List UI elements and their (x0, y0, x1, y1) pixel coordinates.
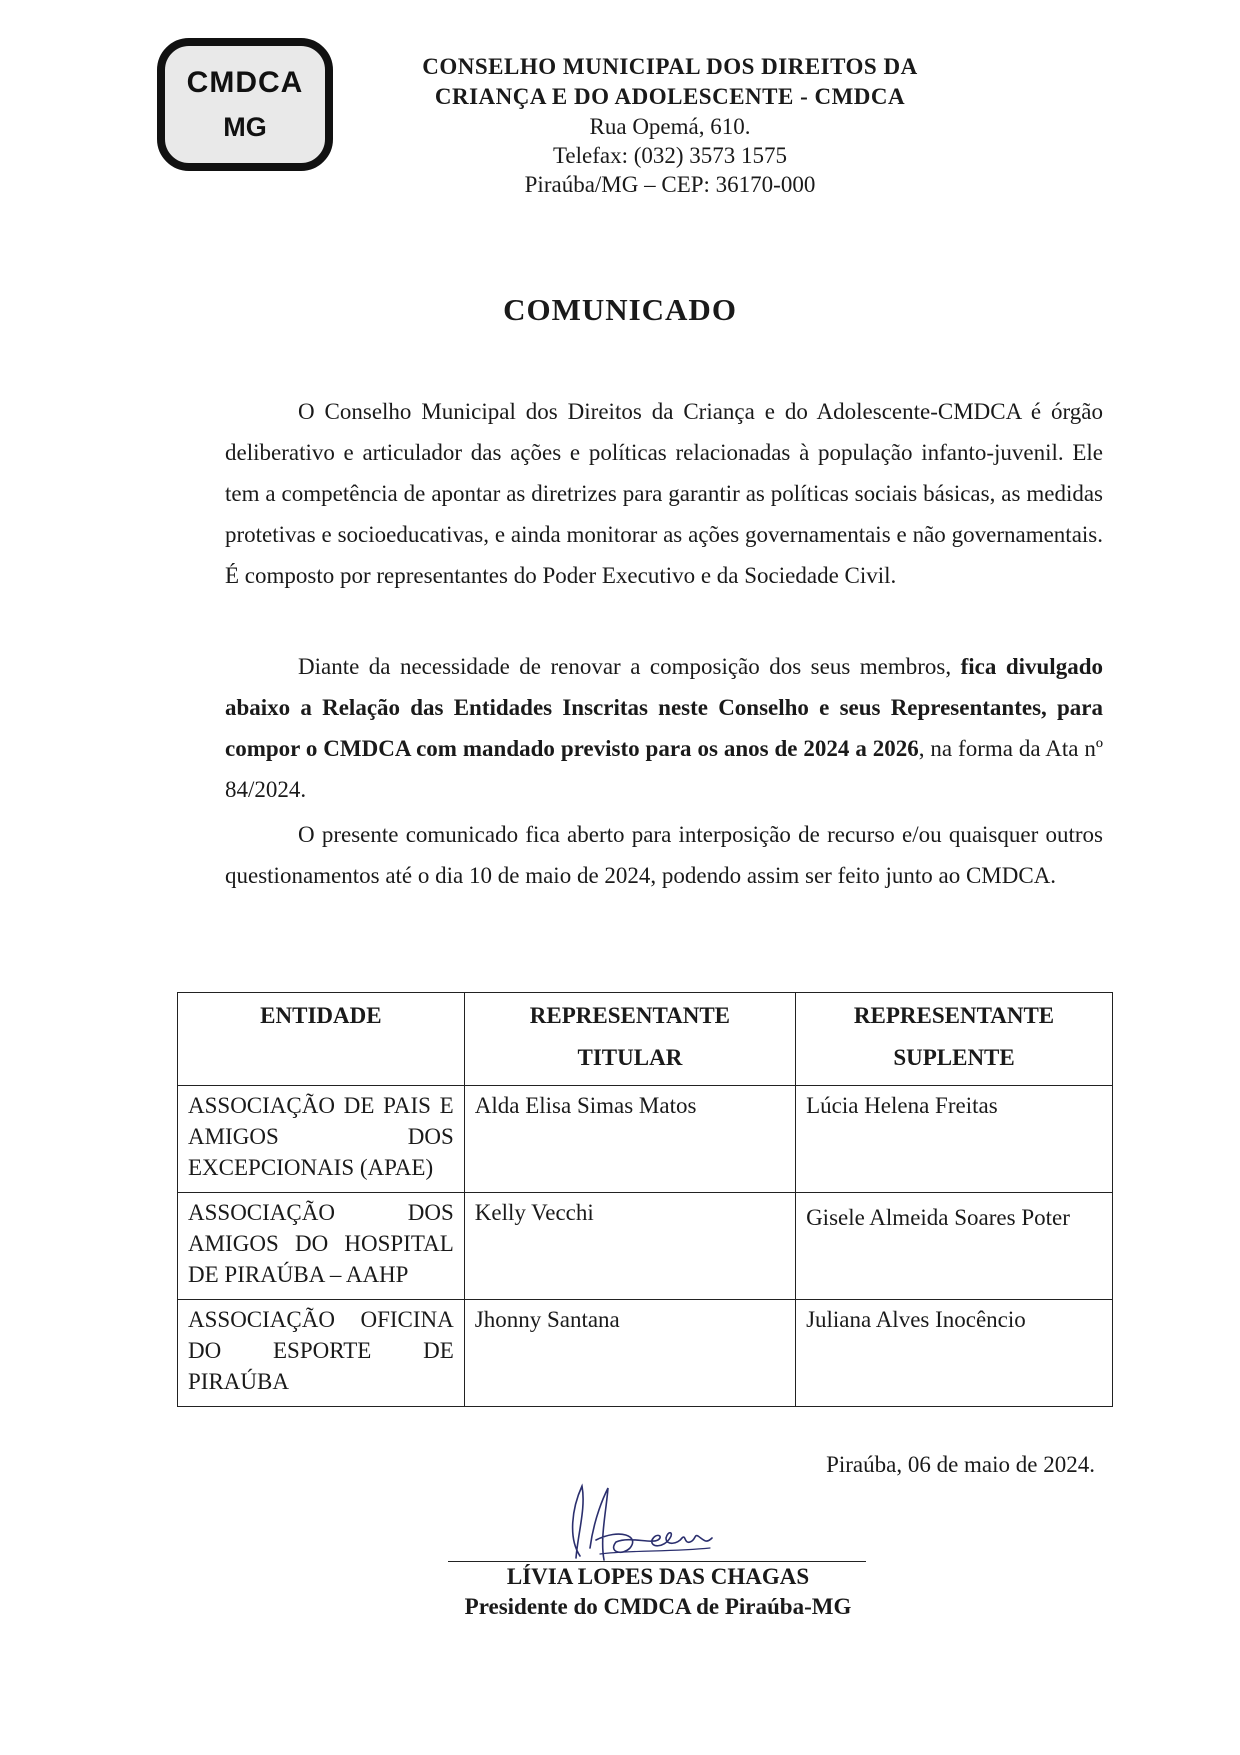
document-date: Piraúba, 06 de maio de 2024. (826, 1452, 1095, 1477)
signer-block (0, 1562, 1240, 1622)
page-title: COMUNICADO (503, 292, 737, 327)
cell-suplente: Juliana Alves Inocêncio (796, 1300, 1113, 1407)
column-header-suplente: REPRESENTANTE SUPLENTE (796, 993, 1113, 1086)
table-row (178, 1086, 1113, 1193)
paragraph-announcement-start: Diante da necessidade de renovar a composição dos seus membros, (298, 654, 961, 679)
cell-titular: Alda Elisa Simas Matos (464, 1086, 795, 1193)
paragraph-announcement-bold: fica divulgado abaixo a Relação das Entidades Inscritas neste Conselho e seus Representantes, para compor o CMDCA com mandado previsto para os anos de 2024 a 2026 (225, 654, 1103, 761)
column-header-titular: REPRESENTANTE TITULAR (464, 993, 795, 1086)
letterhead-title-line2: CRIANÇA E DO ADOLESCENTE - CMDCA (434, 84, 906, 109)
letterhead-title-line1: CONSELHO MUNICIPAL DOS DIREITOS DA (422, 54, 918, 79)
paragraph-announcement-end: , na forma da Ata nº 84/2024. (225, 736, 1104, 802)
paragraph-appeal-text: O presente comunicado fica aberto para interposição de recurso e/ou quaisquer outros questionamentos até o dia 10 de maio de 2024, podendo assim ser feito junto ao CMDCA. (225, 822, 1103, 888)
letterhead-city: Piraúba/MG – CEP: 36170-000 (524, 172, 816, 197)
handwritten-signature (560, 1478, 730, 1568)
cell-entidade: ASSOCIAÇÃO DOS AMIGOS DO HOSPITAL DE PIRAÚBA – AAHP (178, 1193, 465, 1300)
paragraph-announcement (225, 646, 1103, 810)
paragraph-appeal (225, 814, 1103, 896)
logo-text-bottom: MG (223, 111, 267, 142)
cell-entidade: ASSOCIAÇÃO OFICINA DO ESPORTE DE PIRAÚBA (178, 1300, 465, 1407)
cmdca-logo (157, 38, 333, 171)
letterhead-address: Rua Opemá, 610. (589, 114, 751, 139)
letterhead-phone: Telefax: (032) 3573 1575 (552, 143, 788, 168)
cell-suplente: Gisele Almeida Soares Poter (796, 1193, 1113, 1300)
cell-titular: Jhonny Santana (464, 1300, 795, 1407)
paragraph-intro-text: O Conselho Municipal dos Direitos da Criança e do Adolescente-CMDCA é órgão deliberativo e articulador das ações e políticas relacionadas à população infanto-juvenil. Ele tem a competência de apontar as diretrizes para garantir as políticas sociais básicas, as medidas protetivas e socioeducativas, e ainda monitorar as ações governamentais e não governamentais. É composto por representantes do Poder Executivo e da Sociedade Civil. (225, 399, 1103, 588)
table-row (178, 1300, 1113, 1407)
entities-table (177, 992, 1113, 1407)
paragraph-intro (225, 391, 1103, 596)
signer-name: LÍVIA LOPES DAS CHAGAS (506, 1564, 810, 1589)
column-header-entidade: ENTIDADE (178, 993, 465, 1086)
cell-suplente: Lúcia Helena Freitas (796, 1086, 1113, 1193)
cell-titular: Kelly Vecchi (464, 1193, 795, 1300)
cell-entidade: ASSOCIAÇÃO DE PAIS E AMIGOS DOS EXCEPCIONAIS (APAE) (178, 1086, 465, 1193)
table-header-row (178, 993, 1113, 1086)
letterhead (380, 52, 960, 199)
logo-text-top: CMDCA (186, 65, 304, 99)
signer-role: Presidente do CMDCA de Piraúba-MG (464, 1594, 852, 1619)
table-row (178, 1193, 1113, 1300)
